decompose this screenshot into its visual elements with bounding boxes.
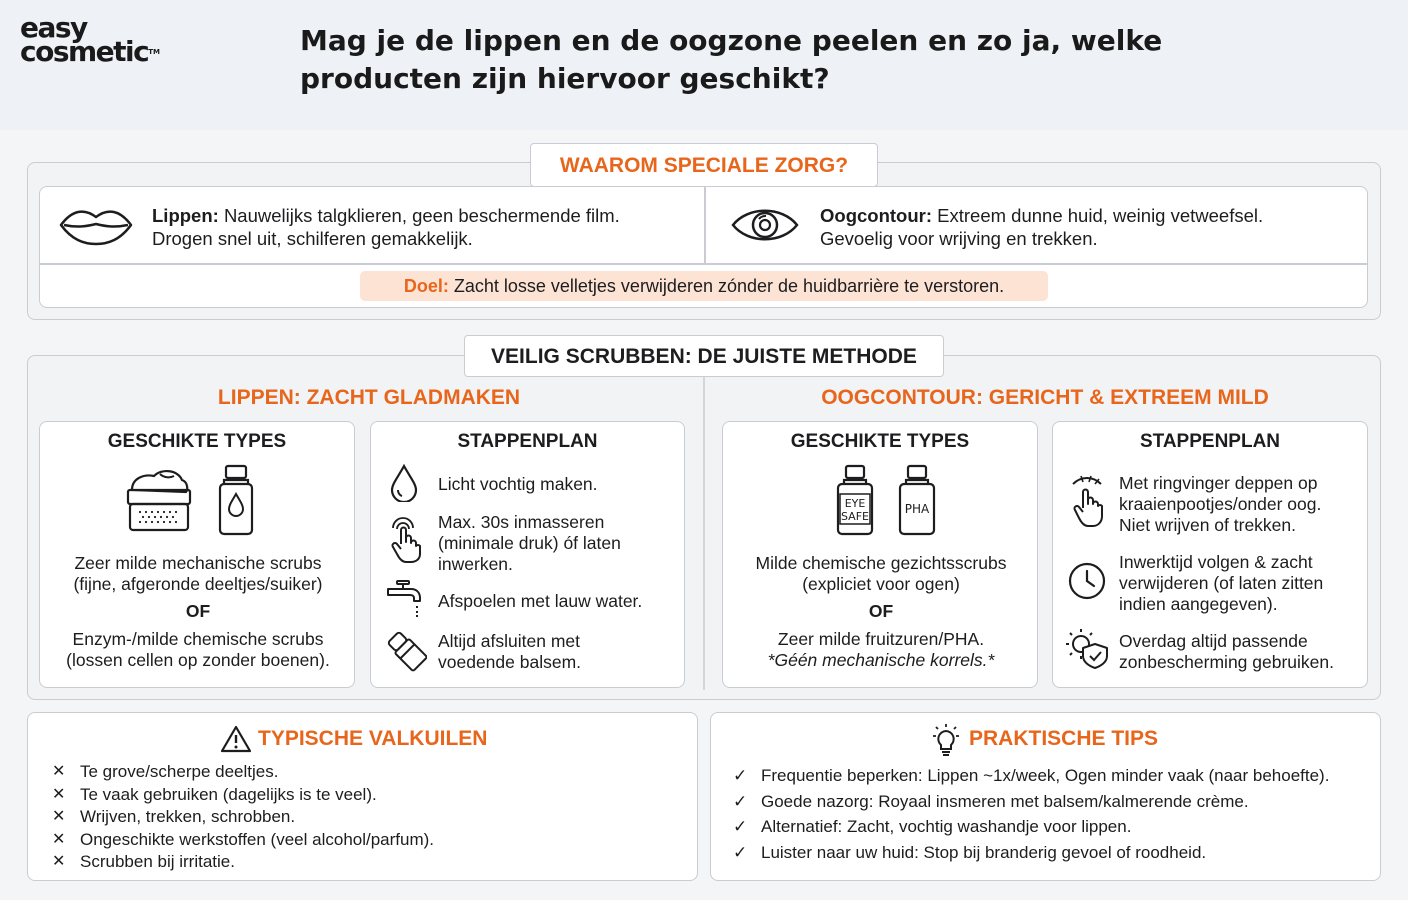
eye-types-text bbox=[723, 553, 1039, 671]
cross-icon: ✕ bbox=[52, 785, 66, 803]
eye-type-note: *Géén mechanische korrels.* bbox=[767, 650, 995, 670]
logo-line-2: cosmetic™ bbox=[20, 35, 160, 68]
lips-types-card bbox=[39, 421, 355, 688]
ring-finger-tap-icon bbox=[1067, 472, 1107, 532]
eye-label: Oogcontour: bbox=[820, 205, 933, 226]
eye-description bbox=[820, 204, 1263, 250]
pitfall-item: Scrubben bij irritatie. bbox=[80, 852, 235, 871]
sun-shield-icon bbox=[1065, 626, 1109, 670]
check-icon: ✓ bbox=[733, 766, 748, 785]
eye-icon bbox=[730, 202, 800, 248]
eye-step-3: Overdag altijd passende zonbescherming gebruiken. bbox=[1119, 631, 1334, 672]
lips-steps-card bbox=[370, 421, 685, 688]
lips-description bbox=[152, 204, 620, 250]
pitfall-item: Te vaak gebruiken (dagelijks is te veel). bbox=[80, 784, 377, 804]
logo-line-1: easy bbox=[20, 11, 87, 44]
tip-item: Luister naar uw huid: Stop bij branderig gevoel of roodheid. bbox=[761, 842, 1207, 862]
water-drop-icon bbox=[389, 464, 419, 502]
tips-card bbox=[710, 712, 1381, 881]
tips-title: PRAKTISCHE TIPS bbox=[969, 727, 1159, 750]
lips-method-title: LIPPEN: ZACHT GLADMAKEN bbox=[217, 386, 521, 409]
pitfall-item: Ongeschikte werkstoffen (veel alcohol/parfum). bbox=[80, 829, 435, 849]
eye-type-1: Milde chemische gezichtsscrubs bbox=[755, 553, 1007, 573]
scrub-jar-icon bbox=[124, 464, 194, 534]
lips-type-2: Enzym-/milde chemische scrubs bbox=[72, 629, 324, 649]
lips-label: Lippen: bbox=[152, 205, 219, 226]
lip-balm-icon bbox=[385, 628, 427, 672]
check-icon: ✓ bbox=[733, 842, 748, 862]
page-title: Mag je de lippen en de oogzone peelen en zo ja, welke producten zijn hiervoor geschikt? bbox=[300, 24, 1163, 95]
eye-steps-card bbox=[1052, 421, 1368, 688]
goal-text: Zacht losse velletjes verwijderen zónder de huidbarrière te verstoren. bbox=[453, 276, 1005, 296]
why-divider-horizontal bbox=[40, 263, 1367, 265]
lips-types-title: GESCHIKTE TYPES bbox=[107, 431, 287, 452]
pha-label: PHA bbox=[904, 502, 930, 516]
eye-types-title: GESCHIKTE TYPES bbox=[790, 431, 970, 452]
pitfall-item: Wrijven, trekken, schrobben. bbox=[80, 807, 296, 826]
pha-bottle-icon bbox=[897, 464, 937, 536]
eye-method-title: OOGCONTOUR: GERICHT & EXTREEM MILD bbox=[821, 386, 1269, 409]
eye-type-2: Zeer milde fruitzuren/PHA. bbox=[777, 629, 985, 649]
eye-safe-label: EYE SAFE bbox=[841, 497, 869, 523]
lips-types-or: OF bbox=[185, 601, 211, 621]
eye-step-2: Inwerktijd volgen & zacht verwijderen (of laten zitten indien aangegeven). bbox=[1119, 552, 1324, 614]
eye-types-or: OF bbox=[868, 601, 894, 621]
lips-icon bbox=[58, 204, 134, 248]
eye-steps-title: STAPPENPLAN bbox=[1139, 431, 1281, 452]
cross-icon: ✕ bbox=[52, 853, 66, 870]
lightbulb-icon bbox=[929, 723, 963, 757]
eye-types-card bbox=[722, 421, 1038, 688]
tip-item: Alternatief: Zacht, vochtig washandje voor lippen. bbox=[761, 817, 1132, 836]
lips-text-1: Nauwelijks talgklieren, geen beschermende film. bbox=[223, 205, 620, 226]
eye-step-1: Met ringvinger deppen op kraaienpootjes/onder oog. Niet wrijven of trekken. bbox=[1119, 473, 1322, 535]
method-divider bbox=[703, 370, 705, 690]
check-icon: ✓ bbox=[733, 791, 748, 811]
pitfall-item: Te grove/scherpe deeltjes. bbox=[80, 762, 279, 781]
lips-step-2: Max. 30s inmasseren (minimale druk) óf laten inwerken. bbox=[438, 512, 621, 574]
cross-icon: ✕ bbox=[52, 830, 66, 848]
lips-type-1: Zeer milde mechanische scrubs bbox=[74, 553, 322, 573]
faucet-icon bbox=[385, 578, 425, 618]
eye-text-1: Extreem dunne huid, weinig vetweefsel. bbox=[937, 205, 1264, 226]
warning-icon bbox=[220, 724, 252, 754]
finger-tap-icon bbox=[387, 516, 423, 564]
why-tab: WAAROM SPECIALE ZORG? bbox=[530, 143, 878, 187]
lips-type-1-detail: (fijne, afgeronde deeltjes/suiker) bbox=[73, 574, 323, 594]
lips-step-4: Altijd afsluiten met voedende balsem. bbox=[438, 631, 582, 672]
pitfalls-card bbox=[27, 712, 698, 881]
tip-item: Goede nazorg: Royaal insmeren met balsem/kalmerende crème. bbox=[761, 791, 1249, 811]
eye-type-1-detail: (expliciet voor ogen) bbox=[802, 574, 960, 594]
lips-type-2-detail: (lossen cellen op zonder boenen). bbox=[66, 650, 330, 670]
tip-item: Frequentie beperken: Lippen ~1x/week, Ogen minder vaak (naar behoefte). bbox=[761, 766, 1330, 785]
cross-icon: ✕ bbox=[52, 763, 66, 780]
pitfalls-title: TYPISCHE VALKUILEN bbox=[258, 727, 488, 750]
check-icon: ✓ bbox=[733, 817, 748, 836]
serum-bottle-icon bbox=[216, 464, 256, 536]
brand-logo bbox=[20, 11, 180, 68]
goal-banner bbox=[360, 271, 1048, 301]
lips-step-1: Licht vochtig maken. bbox=[438, 474, 598, 494]
cross-icon: ✕ bbox=[52, 808, 66, 825]
clock-icon bbox=[1067, 561, 1107, 601]
lips-types-text bbox=[40, 553, 356, 671]
goal-label: Doel: bbox=[403, 276, 449, 296]
why-divider-vertical bbox=[704, 187, 706, 263]
eye-text-2: Gevoelig voor wrijving en trekken. bbox=[820, 228, 1098, 249]
lips-step-3: Afspoelen met lauw water. bbox=[438, 591, 643, 611]
lips-steps-title: STAPPENPLAN bbox=[457, 431, 598, 452]
lips-text-2: Drogen snel uit, schilferen gemakkelijk. bbox=[152, 228, 473, 249]
method-tab: VEILIG SCRUBBEN: DE JUISTE METHODE bbox=[464, 335, 944, 377]
